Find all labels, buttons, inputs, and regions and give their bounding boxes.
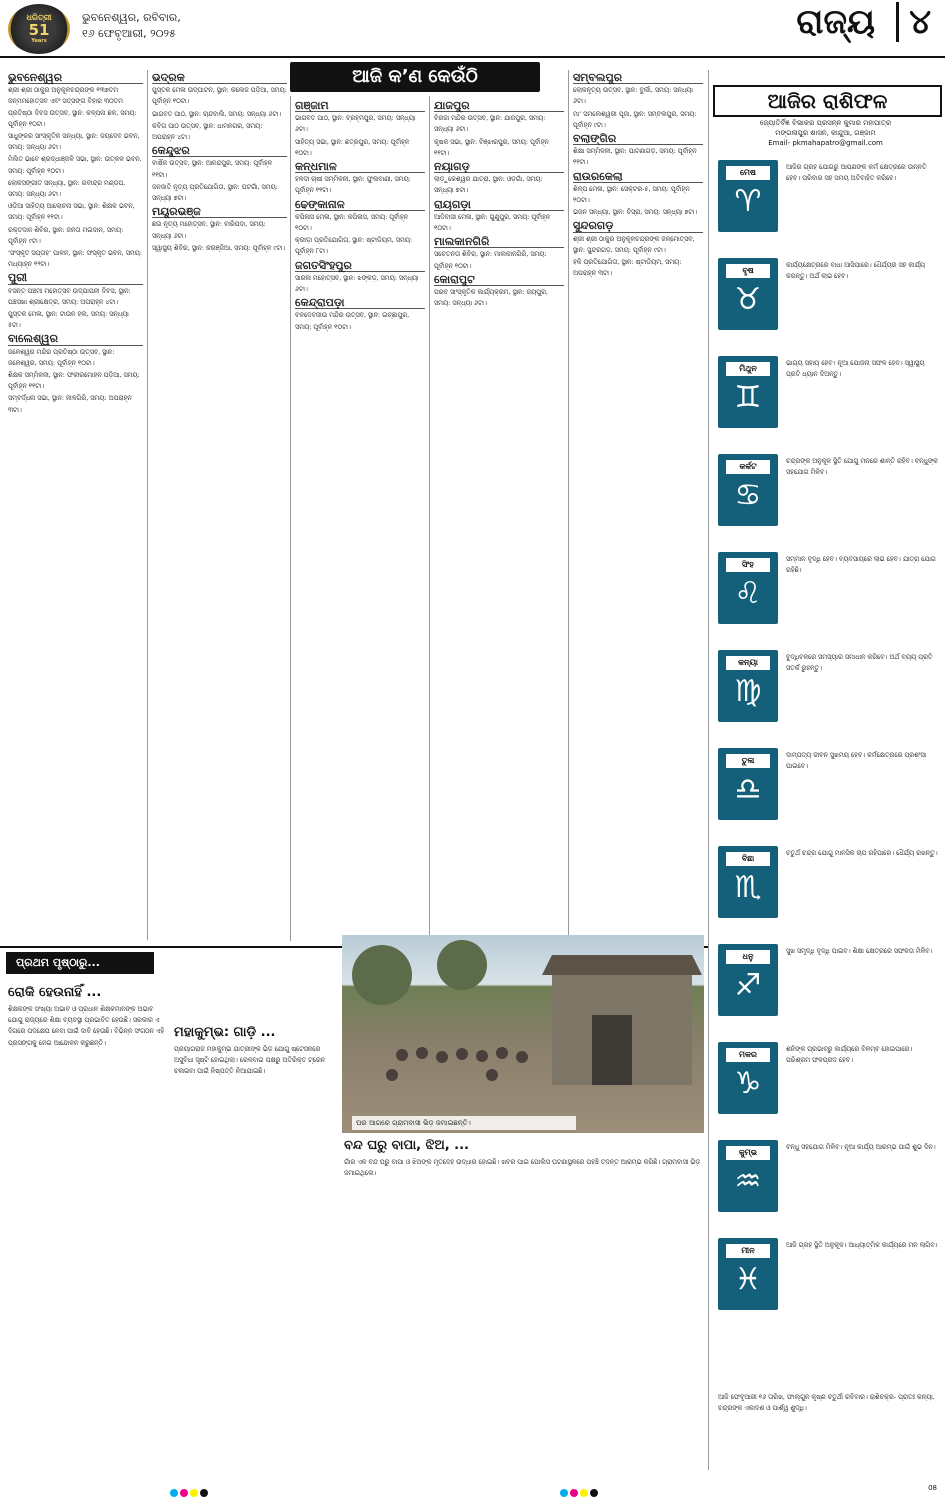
events-column-5 bbox=[573, 70, 703, 280]
city-heading: ପୁରୀ bbox=[8, 272, 143, 284]
zodiac-name: ମିଥୁନ bbox=[726, 362, 770, 376]
column-divider bbox=[568, 70, 569, 940]
event-item: କୃଷକ ସଭା, ସ୍ଥାନ: ବିଞ୍ଝାରପୁର, ସମୟ: ପୂର୍ବାହ୍ନ ୧୧ଟା। bbox=[434, 137, 549, 157]
dateline-place: ଭୁବନେଶ୍ୱର, ରବିବାର, bbox=[82, 11, 181, 24]
story-2-headline: ମହାକୁମ୍ଭ: ଗାଡ଼ି ... bbox=[174, 1025, 276, 1040]
event-item: ପୁସ୍ତକ ମେଳା, ସ୍ଥାନ: ଟାଉନ ହଲ, ସମୟ: ସନ୍ଧ୍ୟା ୫ଟା। bbox=[8, 310, 129, 330]
news-photo bbox=[342, 935, 704, 1133]
zodiac-forecast: ଆଜିର ଗ୍ରହ ଯୋଗରୁ ଆପଣଙ୍କ କର୍ମ କ୍ଷେତ୍ରରେ ଉନ୍ନତି ହେବ। ପରିବାର ସହ ସମୟ ଅତିବାହିତ କରିବେ। bbox=[786, 163, 927, 182]
city-heading: ନୟାଗଡ଼ bbox=[434, 161, 564, 173]
event-item: ବାର୍ଷିକ ଉତ୍ସବ, ସ୍ଥାନ: ଆନନ୍ଦପୁର, ସମୟ: ପୂର୍ବାହ୍ନ ୧୧ଟା। bbox=[152, 159, 273, 179]
photo-illustration bbox=[342, 935, 704, 1133]
city-heading: ସମ୍ବଲପୁର bbox=[573, 72, 703, 84]
zodiac-forecast: ଆଜି ଗ୍ରହ ସ୍ଥିତି ଅନୁକୂଳ। ଆଧ୍ୟାତ୍ମିକ କାର୍ଯ୍ୟରେ ମନ ଲାଗିବ। bbox=[786, 1241, 938, 1249]
zodiac-forecast: ଶନିଙ୍କ ପ୍ରଭାବରୁ କାର୍ଯ୍ୟରେ ବିଳମ୍ବ ହୋଇପାରେ। ପରିଶ୍ରମ ଫଳପ୍ରଦ ହେବ। bbox=[786, 1045, 913, 1064]
city-heading: କେନ୍ଦ୍ରାପଡ଼ା bbox=[295, 297, 425, 309]
folio: 08 bbox=[928, 1484, 937, 1492]
event-item: କବିତା ପାଠ ଉତ୍ସବ, ସ୍ଥାନ: ଧାମନଗର, ସମୟ: ଅପରାହ୍ନ ୪ଟା। bbox=[152, 121, 263, 142]
zodiac-glyph-icon: ♌ bbox=[734, 576, 762, 611]
event-item: ବଳଦେବଜୀଉ ମନ୍ଦିର ଉତ୍ସବ, ସ୍ଥାନ: ଇଚ୍ଛାପୁର, ସମୟ: ପୂର୍ବାହ୍ନ ୧୦ଟା। bbox=[295, 311, 410, 331]
events-column-2 bbox=[152, 70, 287, 255]
zodiac-glyph-icon: ♒ bbox=[734, 1164, 762, 1199]
astrologer-email: Email- pkmahapatro@gmail.com bbox=[768, 139, 883, 147]
zodiac-forecast: ସମ୍ମାନ ବୃଦ୍ଧି ହେବ। ବ୍ୟବସାୟରେ ଲାଭ ହେବ। ଯାତ୍ରା ଯୋଗ ରହିଛି। bbox=[786, 555, 936, 574]
zodiac-badge bbox=[718, 846, 778, 918]
zodiac-badge bbox=[718, 356, 778, 428]
event-item: ଶିଳ୍ପ ମେଳା, ସ୍ଥାନ: ସେକ୍ଟର-୫, ସମୟ: ପୂର୍ବାହ୍ନ ୧୦ଟା। bbox=[573, 184, 690, 205]
rashifal-byline bbox=[713, 118, 938, 148]
event-item: ହକି ପ୍ରତିଯୋଗିତା, ସ୍ଥାନ: ଷ୍ଟାଡିୟମ, ସମୟ: ଅପରାହ୍ନ ୩ଟା। bbox=[573, 258, 682, 278]
zodiac-name: ମକର bbox=[726, 1048, 770, 1062]
event-item: ସଚେତନତା ଶିବିର, ସ୍ଥାନ: ମାଲକାନଗିରି, ସମୟ: ପୂର୍ବାହ୍ନ ୧୦ଟା। bbox=[434, 250, 547, 270]
panchang: ଆଜି ଫେବୃଆରୀ ୧୬ ତାରିଖ, ଫାଲ୍‌ଗୁନ କୃଷ୍ଣ ଚତୁର୍ଥୀ ରବିବାର। ରାଶିଚକ୍ର- ପ୍ରାତଃ କନ୍ୟା, ଚନ୍ଦ୍ରଙ୍କ ଏକାଦଶ ଓ ପାର୍ଶ୍ୱ ଶୁଦ୍ଧି। bbox=[718, 1393, 935, 1412]
story-2-body: ପ୍ରୟାଗରାଜ ମହାକୁମ୍ଭ ଯାତ୍ରୀଙ୍କ ଭିଡ଼ ଯୋଗୁ ଷ୍ଟେସନରେ ଅସୁବିଧା ସୃଷ୍ଟି ହୋଇଥିଲା। ରେଳବାଇ ପକ୍ଷରୁ ଅତିରିକ୍ତ ଟ୍ରେନ ଚଳାଇବା ପାଇଁ ନିଷ୍ପତ୍ତି ନିଆଯାଇଛି। bbox=[174, 1045, 326, 1076]
zodiac-name: ବିଛା bbox=[726, 852, 770, 866]
zodiac-badge bbox=[718, 160, 778, 232]
zodiac-name: ତୁଳା bbox=[726, 754, 770, 768]
page-number: ୪ bbox=[896, 2, 931, 42]
zodiac-forecast: ଭାଗ୍ୟ ସହାୟ ହେବ। ନୂଆ ଯୋଜନା ସଫଳ ହେବ। ସ୍ୱାସ୍ଥ୍ୟ ପ୍ରତି ଧ୍ୟାନ ଦିଅନ୍ତୁ। bbox=[786, 359, 925, 378]
event-item: ଶ୍ରୀ ଶ୍ରୀ ଠାକୁର ଅନୁକୂଳଚନ୍ଦ୍ରଙ୍କ ୧୩୭ତମ ଜନ୍ମମହୋତ୍ସବ ଏବଂ ସତ୍‌ସଙ୍ଗ ବିହାର ୩୦ତମ ପ୍ରତିଷ୍ଠା ଦିବସ ଉତ୍ସବ, ସ୍ଥାନ: କଳ୍ପନା ଛକ, ସମୟ: ପୂର୍ବାହ୍ନ ୧୦ଟା। bbox=[8, 86, 137, 128]
event-item: ସାରଳା ମହୋତ୍ସବ, ସ୍ଥାନ: ଝଙ୍କଡ଼, ସମୟ: ସନ୍ଧ୍ୟା ୬ଟା। bbox=[295, 273, 419, 294]
dateline-date: ୧୬ ଫେବୃଆରୀ, ୨୦୨୫ bbox=[82, 27, 176, 40]
column-divider bbox=[429, 96, 430, 941]
event-item: ସମ୍ବର୍ଦ୍ଧନା ସଭା, ସ୍ଥାନ: ନୀଳଗିରି, ସମୟ: ଅପରାହ୍ନ ୩ଟା। bbox=[8, 394, 132, 414]
story-3-headline: ବନ୍ଦ ଘରୁ ବାପା, ଝିଅ, ... bbox=[344, 1138, 469, 1153]
event-item: ସ୍ୱାସ୍ଥ୍ୟ ଶିବିର, ସ୍ଥାନ: କରଞ୍ଜିଆ, ସମୟ: ପୂର୍ବାହ୍ନ ୯ଟା। bbox=[152, 243, 286, 252]
city-heading: ବାଲେଶ୍ୱର bbox=[8, 333, 143, 345]
story-3-body: ଗାଁର ଏକ ବନ୍ଦ ଘରୁ ବାପା ଓ ଝିଅଙ୍କ ମୃତଦେହ ଉଦ୍ଧାର ହୋଇଛି। ଖବର ପାଇ ପୋଲିସ ଘଟଣାସ୍ଥଳରେ ପହଞ୍ଚି ତଦନ୍ତ ଆରମ୍ଭ କରିଛି। ଗ୍ରାମବାସୀ ଭିଡ଼ ଜମାଇଥିଲେ। bbox=[344, 1158, 701, 1178]
zodiac-forecast: କାର୍ଯ୍ୟକ୍ଷେତ୍ରରେ ବାଧା ଆସିପାରେ। ଧୈର୍ଯ୍ୟର ସହ କାର୍ଯ୍ୟ କରନ୍ତୁ। ଅର୍ଥ ଲାଭ ହେବ। bbox=[786, 261, 926, 280]
event-item: ଓଡ଼ିଆ ସାହିତ୍ୟ ଆଲୋଚନା ସଭା, ସ୍ଥାନ: ଶିକ୍ଷକ ଭବନ, ସମୟ: ପୂର୍ବାହ୍ନ ୧୧ଟା। bbox=[8, 202, 135, 222]
event-item: କପିଳାସ ମେଳା, ସ୍ଥାନ: କପିଳାସ, ସମୟ: ପୂର୍ବାହ୍ନ ୧୦ଟା। bbox=[295, 212, 408, 233]
zodiac-name: କର୍କଟ bbox=[726, 460, 770, 474]
event-item: କ୍ରୀଡ଼ା ପ୍ରତିଯୋଗିତା, ସ୍ଥାନ: ଷ୍ଟାଡିୟମ, ସମୟ: ପୂର୍ବାହ୍ନ ୮ଟା। bbox=[295, 236, 413, 256]
city-heading: ମୟୂରଭଞ୍ଜ bbox=[152, 206, 287, 218]
zodiac-glyph-icon: ♍ bbox=[734, 674, 762, 709]
zodiac-badge bbox=[718, 1140, 778, 1212]
zodiac-name: ବୃଷ bbox=[726, 264, 770, 278]
city-heading: ସୁନ୍ଦରଗଡ଼ bbox=[573, 220, 703, 232]
zodiac-badge bbox=[718, 944, 778, 1016]
zodiac-glyph-icon: ♎ bbox=[734, 772, 762, 807]
event-item: ଶ୍ରୀ ଶ୍ରୀ ଠାକୁର ଅନୁକୂଳଚନ୍ଦ୍ରଙ୍କ ଜନ୍ମୋତ୍ସବ, ସ୍ଥାନ: ସୁନ୍ଦରଗଡ଼, ସମୟ: ପୂର୍ବାହ୍ନ ୯ଟା। bbox=[573, 234, 695, 254]
astrologer-name: ଜ୍ୟୋତିର୍ବିଜ୍ଞ ବିଭାକର ପ୍ରସନ୍ନ କୁମାର ମହାପାତ୍ର bbox=[759, 119, 892, 127]
event-item: ମା’ ସମଲେଶ୍ୱରୀ ପୂଜା, ସ୍ଥାନ: ସମ୍ବଲପୁର, ସମୟ: ପୂର୍ବାହ୍ନ ୯ଟା। bbox=[573, 109, 697, 129]
event-item: ଜଳେଶ୍ୱର ମନ୍ଦିର ପ୍ରତିଷ୍ଠା ଉତ୍ସବ, ସ୍ଥାନ: ଜଳେଶ୍ୱର, ସମୟ: ପୂର୍ବାହ୍ନ ୧୦ଟା। bbox=[8, 347, 115, 367]
event-item: ଆଦିବାସୀ ମେଳା, ସ୍ଥାନ: ଗୁଣୁପୁର, ସମୟ: ପୂର୍ବାହ୍ନ ୧୦ଟା। bbox=[434, 212, 551, 233]
zodiac-glyph-icon: ♓ bbox=[734, 1262, 762, 1297]
zodiac-forecast: ଚତୁର୍ଥ ଚନ୍ଦ୍ର ଯୋଗୁ ମାନସିକ ଚାପ ରହିପାରେ। ଧୈର୍ଯ୍ୟ ରଖନ୍ତୁ। bbox=[786, 849, 938, 857]
city-heading: ଯାଜପୁର bbox=[434, 100, 564, 112]
zodiac-name: କନ୍ୟା bbox=[726, 656, 770, 670]
zodiac-forecast: ସୁଖ ସମୃଦ୍ଧି ବୃଦ୍ଧି ପାଇବ। ଶିକ୍ଷା କ୍ଷେତ୍ରରେ ସଫଳତା ମିଳିବ। bbox=[786, 947, 933, 955]
event-item: ସାଧୁଙ୍କର ସାଂସ୍କୃତିକ ସନ୍ଧ୍ୟା, ସ୍ଥାନ: ଜୟଦେବ ଭବନ, ସମୟ: ସନ୍ଧ୍ୟା ୬ଟା। bbox=[8, 132, 140, 152]
story-1 bbox=[8, 985, 168, 1049]
event-item: ଲାଡ଼ୁକେଶ୍ୱର ଯାତ୍ରା, ସ୍ଥାନ: ଓଡ଼ଗାଁ, ସମୟ: ସନ୍ଧ୍ୟା ୭ଟା। bbox=[434, 175, 543, 195]
zodiac-forecast: ବନ୍ଧୁ ସହଯୋଗ ମିଳିବ। ନୂଆ କାର୍ଯ୍ୟ ଆରମ୍ଭ ପାଇଁ ଶୁଭ ଦିନ। bbox=[786, 1143, 936, 1151]
city-heading: ବଲାଙ୍ଗିର bbox=[573, 133, 703, 145]
event-item: ଶିକ୍ଷକ ସମ୍ମିଳନୀ, ସ୍ଥାନ: ଫକୀରମୋହନ ପଡ଼ିଆ, ସମୟ: ପୂର୍ବାହ୍ନ ୧୧ଟା। bbox=[8, 371, 140, 391]
story-1-body: ଶିକ୍ଷକଙ୍କ ସଂଖ୍ୟା ଅଭାବ ଓ ପ୍ରଧାନ ଶିକ୍ଷକମାନଙ୍କ ଅଭାବ ଯୋଗୁ ରାଜ୍ୟରେ ଶିକ୍ଷା ବ୍ୟବସ୍ଥା ପ୍ରଭାବିତ ହେଉଛି। ସରକାର ଏ ଦିଗରେ ପଦକ୍ଷେପ ନେବା ପାଇଁ ଦାବି ହେଉଛି। ବିଭିନ୍ନ ସଂଗଠନ ଏହି ପ୍ରସଙ୍ଗକୁ ନେଇ ଆନ୍ଦୋଳନ କରୁଛନ୍ତି। bbox=[8, 1005, 165, 1047]
newspaper-logo bbox=[8, 4, 70, 54]
city-heading: ଭଦ୍ରକ bbox=[152, 72, 287, 84]
event-item: ଭଜନ ସନ୍ଧ୍ୟା, ସ୍ଥାନ: ବିସ୍ରା, ସମୟ: ସନ୍ଧ୍ୟା ୭ଟା। bbox=[573, 208, 698, 217]
event-item: ପୁସ୍ତକ ମେଳା ଉଦ୍‌ଘାଟନ, ସ୍ଥାନ: କଲେଜ ପଡ଼ିଆ, ସମୟ: ପୂର୍ବାହ୍ନ ୧୦ଟା। bbox=[152, 86, 287, 106]
zodiac-forecast: ଚନ୍ଦ୍ରଙ୍କ ଅନୁକୂଳ ସ୍ଥିତି ଯୋଗୁ ମନରେ ଶାନ୍ତି ରହିବ। ବନ୍ଧୁଙ୍କ ସହଯୋଗ ମିଳିବ। bbox=[786, 457, 938, 476]
registration-marks bbox=[170, 1482, 210, 1501]
city-heading: ଗଞ୍ଜାମ bbox=[295, 100, 425, 112]
city-heading: କୋରାପୁଟ bbox=[434, 274, 564, 286]
city-heading: ଜଗତସିଂହପୁର bbox=[295, 260, 425, 272]
dateline bbox=[82, 10, 181, 42]
story-1-headline: ରୋକି ହେଉନାହିଁ ... bbox=[8, 985, 102, 1000]
zodiac-forecast: ବୁଦ୍ଧିବଳରେ ସମସ୍ୟାର ସମାଧାନ କରିବେ। ଅର୍ଥ ବ୍ୟୟ ପ୍ରତି ସତର୍କ ରୁହନ୍ତୁ। bbox=[786, 653, 933, 672]
story-3 bbox=[344, 1138, 704, 1179]
city-heading: କନ୍ଧମାଳ bbox=[295, 161, 425, 173]
event-item: ଲୋକସଙ୍ଗୀତ ସନ୍ଧ୍ୟା, ସ୍ଥାନ: ରବୀନ୍ଦ୍ର ମଣ୍ଡପ, ସମୟ: ସନ୍ଧ୍ୟା ୬ଟା। bbox=[8, 178, 126, 199]
zodiac-name: ସିଂହ bbox=[726, 558, 770, 572]
event-item: ବସନ୍ତ ପଞ୍ଚମୀ ମହୋତ୍ସବ ଉଦ୍‌ଯାପନୀ ଦିବସ, ସ୍ଥାନ: ପଞ୍ଚସଖା ଶ୍ରୀକ୍ଷେତ୍ର, ସମୟ: ଅପରାହ୍ନ ୪ଟା। bbox=[8, 286, 131, 306]
zodiac-badge bbox=[718, 454, 778, 526]
photo-caption: ଘର ଆଗରେ ଗ୍ରାମବାସୀ ଭିଡ଼ ଜମାଇଛନ୍ତି। bbox=[352, 1116, 576, 1130]
city-heading: ଢେଙ୍କାନାଳ bbox=[295, 199, 425, 211]
zodiac-glyph-icon: ♉ bbox=[734, 282, 762, 317]
event-item: ରକ୍ତଦାନ ଶିବିର, ସ୍ଥାନ: ଜନତା ମଇଦାନ, ସମୟ: ପୂର୍ବାହ୍ନ ୯ଟା। bbox=[8, 225, 124, 245]
header-rule bbox=[0, 56, 945, 58]
zodiac-glyph-icon: ♑ bbox=[734, 1066, 762, 1101]
front-page-label: ପ୍ରଥମ ପୃଷ୍ଠାରୁ... bbox=[6, 952, 154, 974]
zodiac-badge bbox=[718, 1238, 778, 1310]
event-item: ମିଲିତ ଭାବେ ଶ୍ରଦ୍ଧାଞ୍ଜଳି ସଭା, ସ୍ଥାନ: ଉତ୍କଳ ଭବନ, ସମୟ: ପୂର୍ବାହ୍ନ ୧୦ଟା। bbox=[8, 155, 142, 175]
event-item: ସାହିତ୍ୟ ସଭା, ସ୍ଥାନ: ଛତ୍ରପୁର, ସମୟ: ପୂର୍ବାହ୍ନ ୧୦ଟା। bbox=[295, 137, 410, 157]
zodiac-badge bbox=[718, 258, 778, 330]
city-heading: ଭୁବନେଶ୍ୱର bbox=[8, 72, 143, 84]
logo-number: 51 bbox=[28, 21, 50, 39]
city-heading: ରାୟଗଡ଼ା bbox=[434, 199, 564, 211]
city-heading: ମାଲକାନଗିରି bbox=[434, 236, 564, 248]
zodiac-badge bbox=[718, 552, 778, 624]
zodiac-name: କୁମ୍ଭ bbox=[726, 1146, 770, 1160]
event-item: ପରବ ସାଂସ୍କୃତିକ କାର୍ଯ୍ୟକ୍ରମ, ସ୍ଥାନ: ଜୟପୁର, ସମୟ: ସନ୍ଧ୍ୟା ୬ଟା। bbox=[434, 288, 548, 308]
events-column-3 bbox=[295, 98, 425, 334]
city-heading: କେନ୍ଦୁଝର bbox=[152, 145, 287, 157]
rashifal-title: ଆଜିର ରାଶିଫଳ bbox=[713, 85, 942, 117]
event-item: ହଳଦୀ ଚାଷୀ ସମ୍ମିଳନୀ, ସ୍ଥାନ: ଫୁଲବାଣୀ, ସମୟ: ପୂର୍ବାହ୍ନ ୧୧ଟା। bbox=[295, 175, 411, 195]
column-divider bbox=[147, 70, 148, 940]
event-item: ବିରଜା ମନ୍ଦିର ଉତ୍ସବ, ସ୍ଥାନ: ଯାଜପୁର, ସମୟ: ସନ୍ଧ୍ୟା ୬ଟା। bbox=[434, 114, 546, 134]
zodiac-glyph-icon: ♏ bbox=[734, 870, 762, 905]
zodiac-glyph-icon: ♊ bbox=[734, 380, 762, 415]
events-column-1 bbox=[8, 70, 143, 417]
zodiac-glyph-icon: ♈ bbox=[734, 184, 762, 219]
section-title: ରାଜ୍ୟ bbox=[796, 2, 875, 42]
event-item: ଶିକ୍ଷା ସମ୍ମିଳନୀ, ସ୍ଥାନ: ପାଟଣାଗଡ଼, ସମୟ: ପୂର୍ବାହ୍ନ ୧୧ଟା। bbox=[573, 147, 697, 167]
zodiac-badge bbox=[718, 748, 778, 820]
event-item: ଜନଜାତି ନୃତ୍ୟ ପ୍ରତିଯୋଗିତା, ସ୍ଥାନ: ଘଟଗାଁ, ସମୟ: ସନ୍ଧ୍ୟା ୭ଟା। bbox=[152, 182, 278, 203]
zodiac-name: ମୀନ bbox=[726, 1244, 770, 1258]
zodiac-badge bbox=[718, 650, 778, 722]
events-banner: ଆଜି କ’ଣ କେଉଁଠି bbox=[290, 62, 540, 92]
logo-wordmark: ଧରିତ୍ରୀ bbox=[26, 13, 52, 22]
astrologer-address: ମଙ୍ଗଳାପୁର ଶାସନ, କାନ୍ଦୁଆ, ଗଞ୍ଜାମ bbox=[775, 129, 876, 137]
event-item: ଛଉ ନୃତ୍ୟ ମହୋତ୍ସବ, ସ୍ଥାନ: ବାରିପଦା, ସମୟ: ସନ୍ଧ୍ୟା ୬ଟା। bbox=[152, 220, 266, 240]
zodiac-name: ଧନୁ bbox=[726, 950, 770, 964]
event-item: ‘ସଂସ୍କୃତ ସପ୍ତାହ’ ପାଳନ, ସ୍ଥାନ: ସଂସ୍କୃତ ଭବନ, ସମୟ: ମଧ୍ୟାହ୍ନ ୧୨ଟା। bbox=[8, 249, 143, 269]
logo-years: Years bbox=[31, 38, 47, 44]
column-divider bbox=[290, 96, 291, 941]
zodiac-glyph-icon: ♐ bbox=[734, 968, 762, 1003]
story-2 bbox=[174, 945, 334, 1078]
registration-marks bbox=[560, 1482, 600, 1501]
event-item: ଲୋକନୃତ୍ୟ ଉତ୍ସବ, ସ୍ଥାନ: ବୁର୍ଲା, ସମୟ: ସନ୍ଧ୍ୟା ୬ଟା। bbox=[573, 86, 693, 106]
zodiac-glyph-icon: ♋ bbox=[734, 478, 762, 513]
event-item: ଭାଗବତ ପାଠ, ସ୍ଥାନ: ବ୍ରହ୍ମପୁର, ସମୟ: ସନ୍ଧ୍ୟା ୬ଟା। bbox=[295, 114, 416, 134]
zodiac-badge bbox=[718, 1042, 778, 1114]
zodiac-forecast: ଦାମ୍ପତ୍ୟ ଜୀବନ ସୁଖମୟ ହେବ। କର୍ମକ୍ଷେତ୍ରରେ ପ୍ରଶଂସା ପାଇବେ। bbox=[786, 751, 927, 770]
events-column-4 bbox=[434, 98, 564, 310]
event-item: ଭାଗବତ ପାଠ, ସ୍ଥାନ: ଚାନ୍ଦବାଲି, ସମୟ: ସନ୍ଧ୍ୟା ୬ଟା। bbox=[152, 109, 282, 118]
column-divider bbox=[708, 70, 709, 1470]
city-heading: ରାଉରକେଲା bbox=[573, 171, 703, 183]
zodiac-name: ମେଷ bbox=[726, 166, 770, 180]
